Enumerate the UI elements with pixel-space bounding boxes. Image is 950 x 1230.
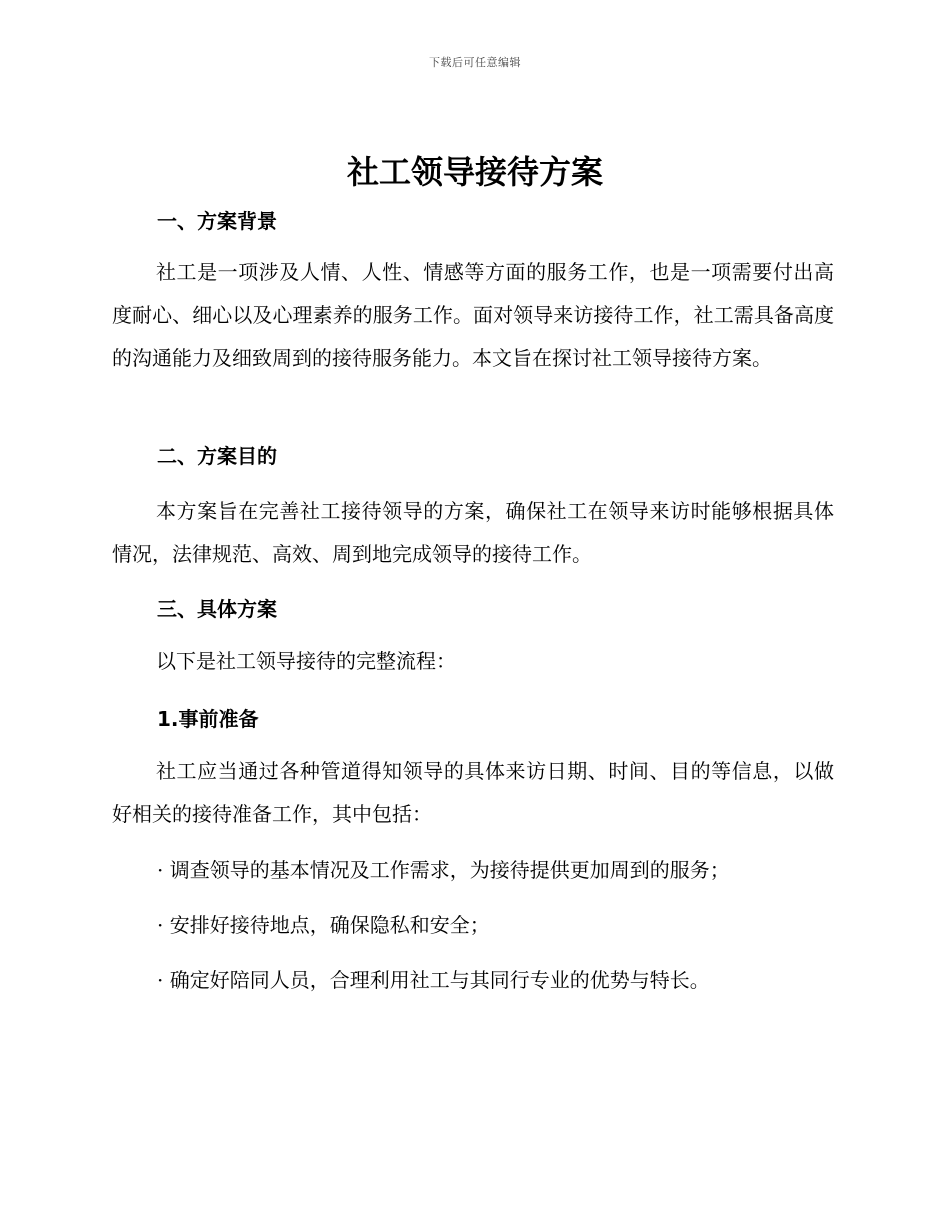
section-heading-plan: 三、具体方案 [157,597,277,621]
paragraph-plan-intro: 以下是社工领导接待的完整流程： [156,649,456,673]
paragraph-purpose: 本方案旨在完善社工接待领导的方案，确保社工在领导来访时能够根据具体情况，法律规范、高效、周到地完成领导的接待工作。 [112,499,834,566]
bullet-item: · 调查领导的基本情况及工作需求，为接待提供更加周到的服务； [157,858,730,882]
paragraph-preparation: 社工应当通过各种管道得知领导的具体来访日期、时间、目的等信息，以做好相关的接待准备工作，其中包括： [112,759,834,826]
page-header-note: 下载后可任意编辑 [429,56,521,69]
section-heading-purpose: 二、方案目的 [157,444,277,468]
bullet-item: · 安排好接待地点，确保隐私和安全； [157,913,490,937]
paragraph-background: 社工是一项涉及人情、人性、情感等方面的服务工作，也是一项需要付出高度耐心、细心以及心理素养的服务工作。面对领导来访接待工作，社工需具备高度的沟通能力及细致周到的接待服务能力。本文旨在探讨社工领导接待方案。 [112,260,834,370]
bullet-item: · 确定好陪同人员，合理利用社工与其同行专业的优势与特长。 [157,968,710,992]
section-heading-background: 一、方案背景 [157,209,277,233]
subsection-heading-preparation: 1.事前准备 [157,707,259,731]
document-title: 社工领导接待方案 [346,153,603,191]
